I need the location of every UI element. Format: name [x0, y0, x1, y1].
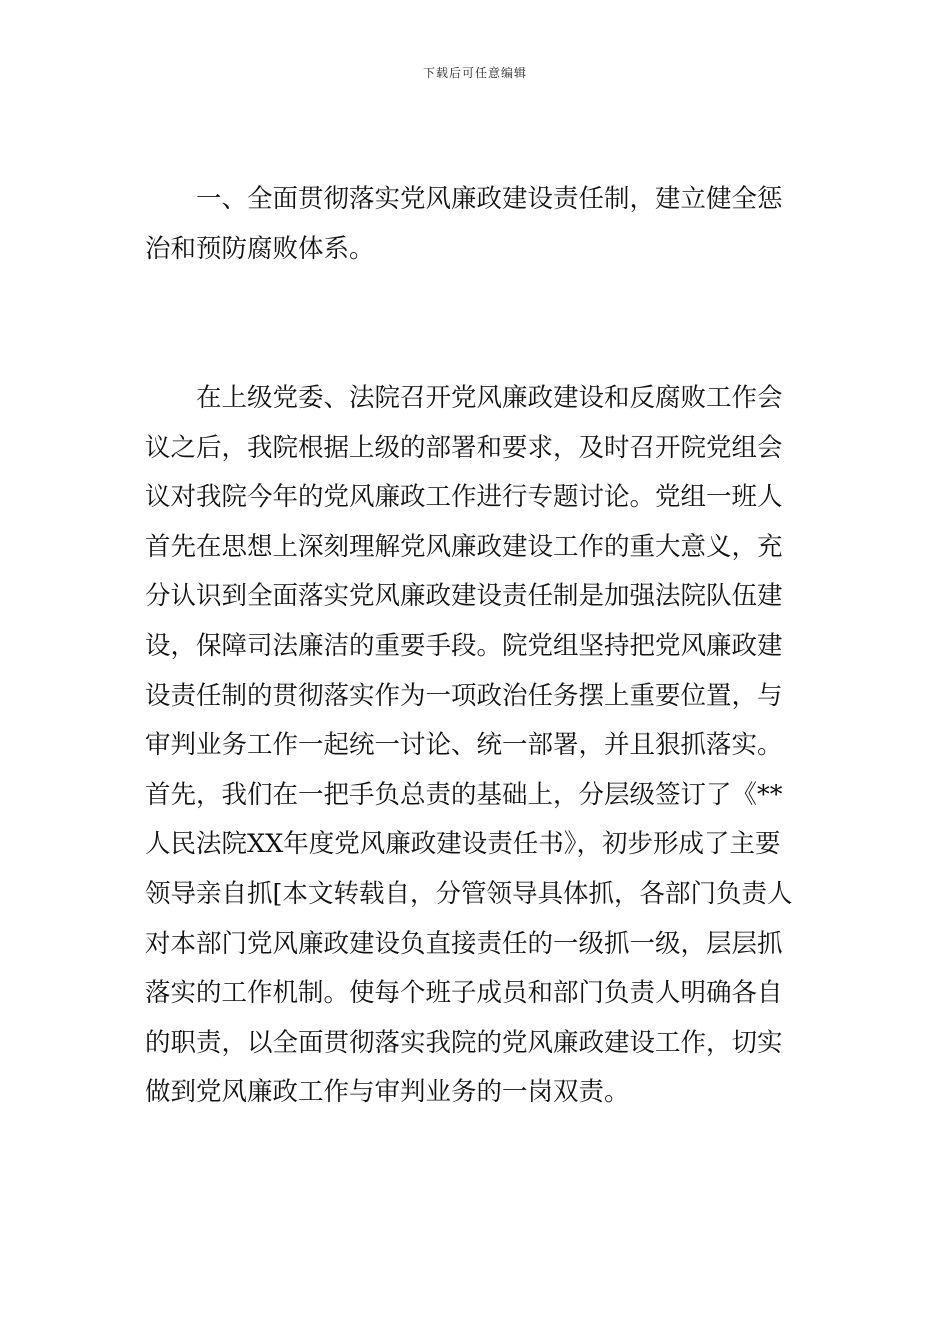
- heading-line: 治和预防腐败体系。: [145, 233, 375, 264]
- body-paragraph: [145, 374, 815, 1118]
- paragraph-line: 首先，我们在一把手负总责的基础上，分层级签订了《**: [145, 779, 783, 810]
- paragraph-line: 议对我院今年的党风廉政工作进行专题讨论。党组一班人: [145, 482, 783, 513]
- paragraph-line: 设，保障司法廉洁的重要手段。院党组坚持把党风廉政建: [145, 630, 783, 661]
- paragraph-line: 人民法院XX年度党风廉政建设责任书》，初步形成了主要: [145, 829, 781, 860]
- paragraph-line: 对本部门党风廉政建设负直接责任的一级抓一级，层层抓: [145, 928, 783, 959]
- paragraph-line: 审判业务工作一起统一讨论、统一部署，并且狠抓落实。: [145, 730, 783, 761]
- paragraph-line: 领导亲自抓[本文转载自，分管领导具体抓，各部门负责人: [145, 878, 793, 909]
- paragraph-line: 议之后，我院根据上级的部署和要求，及时召开院党组会: [145, 432, 783, 463]
- paragraph-line: 首先在思想上深刻理解党风廉政建设工作的重大意义，充: [145, 531, 783, 562]
- paragraph-line: 的职责，以全面贯彻落实我院的党风廉政建设工作，切实: [145, 1027, 783, 1058]
- paragraph-line: 做到党风廉政工作与审判业务的一岗双责。: [145, 1077, 630, 1108]
- paragraph-line: 落实的工作机制。使每个班子成员和部门负责人明确各自: [145, 978, 783, 1009]
- section-heading: [145, 175, 815, 274]
- paragraph-line: 分认识到全面落实党风廉政建设责任制是加强法院队伍建: [145, 581, 783, 612]
- paragraph-line: 设责任制的贯彻落实作为一项政治任务摆上重要位置，与: [145, 680, 783, 711]
- paragraph-line: 在上级党委、法院召开党风廉政建设和反腐败工作会: [145, 383, 783, 413]
- heading-line: 一、全面贯彻落实党风廉政建设责任制，建立健全惩: [145, 184, 783, 214]
- page-header: 下载后可任意编辑: [422, 66, 527, 80]
